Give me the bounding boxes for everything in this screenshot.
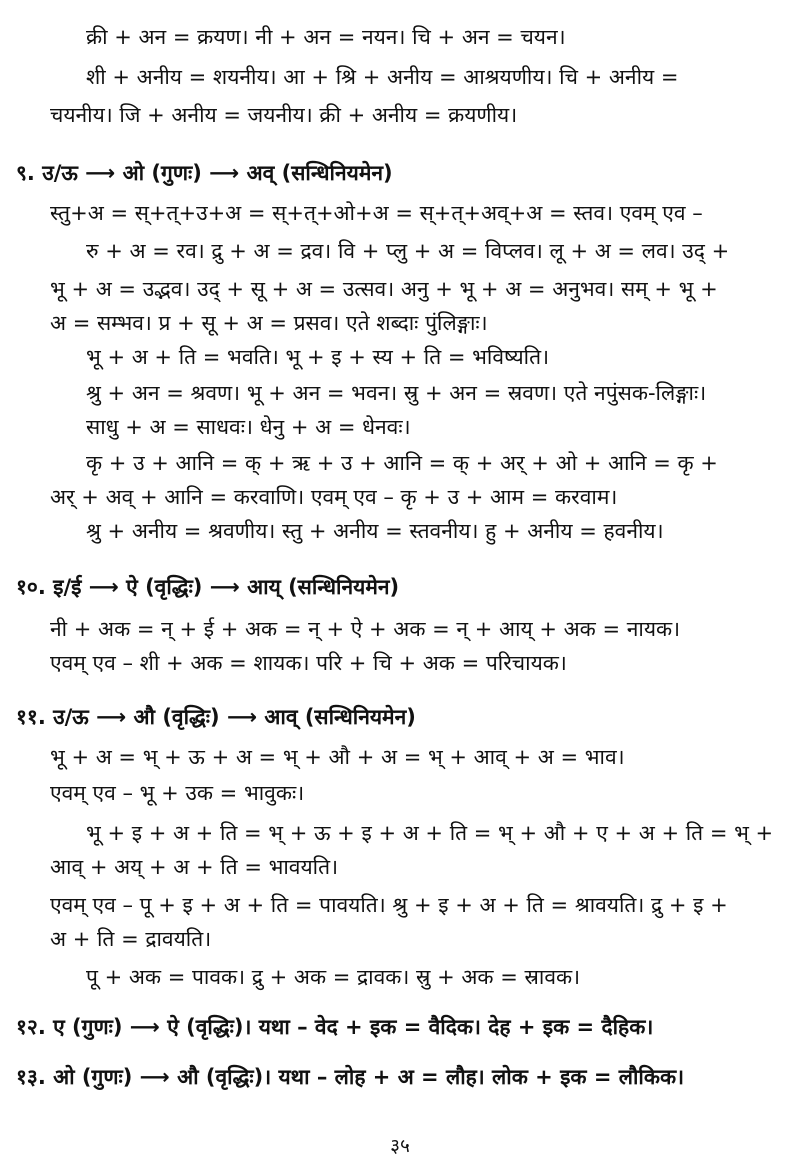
text-line: श्रु + अनीय = श्रवणीय। स्तु + अनीय = स्तवनीय। हु + अनीय = हवनीय। xyxy=(86,519,664,543)
page-number: ३५ xyxy=(390,1135,410,1157)
text-line: एवम् एव – भू + उक = भावुकः। xyxy=(50,781,305,805)
text-line: एवम् एव – शी + अक = शायक। परि + चि + अक = परिचायक। xyxy=(50,651,567,675)
text-line: चयनीय। जि + अनीय = जयनीय। क्री + अनीय = क्रयणीय। xyxy=(50,103,518,127)
section-heading-12: १२. ए (गुणः) ⟶ ऐ (वृद्धिः)। यथा – वेद + इक = वैदिक। देह + इक = दैहिक। xyxy=(16,1015,654,1039)
text-line: नी + अक = न् + ई + अक = न् + ऐ + अक = न् + आय् + अक = नायक। xyxy=(50,617,681,641)
section-heading-9: ९. उ/ऊ ⟶ ओ (गुणः) ⟶ अव् (सन्धिनियमेन) xyxy=(16,161,393,185)
text-line: अ + ति = द्रावयति। xyxy=(50,927,212,951)
text-line: साधु + अ = साधवः। धेनु + अ = धेनवः। xyxy=(86,415,411,439)
text-line: एवम् एव – पू + इ + अ + ति = पावयति। श्रु + इ + अ + ति = श्रावयति। द्रु + इ + xyxy=(50,893,728,917)
text-line: आव् + अय् + अ + ति = भावयति। xyxy=(50,855,339,879)
text-line: रु + अ = रव। द्रु + अ = द्रव। वि + प्लु + अ = विप्लव। लू + अ = लव। उद् + xyxy=(86,239,730,263)
section-heading-13: १३. ओ (गुणः) ⟶ औ (वृद्धिः)। यथा – लोह + अ = लौह। लोक + इक = लौकिक। xyxy=(16,1065,685,1089)
text-line: श्रु + अन = श्रवण। भू + अन = भवन। स्रु + अन = स्रवण। एते नपुंसक-लिङ्गाः। xyxy=(86,381,707,405)
text-line: अ = सम्भव। प्र + सू + अ = प्रसव। एते शब्दाः पुंलिङ्गाः। xyxy=(50,311,488,335)
text-line: भू + अ + ति = भवति। भू + इ + स्य + ति = भविष्यति। xyxy=(86,345,550,369)
text-line: क्री + अन = क्रयण। नी + अन = नयन। चि + अन = चयन। xyxy=(86,25,566,49)
section-heading-11: ११. उ/ऊ ⟶ औ (वृद्धिः) ⟶ आव् (सन्धिनियमेन) xyxy=(16,705,416,729)
text-line: शी + अनीय = शयनीय। आ + श्रि + अनीय = आश्रयणीय। चि + अनीय = xyxy=(86,65,679,89)
text-line: कृ + उ + आनि = क् + ऋ + उ + आनि = क् + अर् + ओ + आनि = कृ + xyxy=(86,451,718,475)
text-line: स्तु+अ = स्+त्+उ+अ = स्+त्+ओ+अ = स्+त्+अव्+अ = स्तव। एवम् एव – xyxy=(50,201,703,225)
text-line: भू + इ + अ + ति = भ् + ऊ + इ + अ + ति = भ् + औ + ए + अ + ति = भ् + xyxy=(86,821,774,845)
text-line: अर् + अव् + आनि = करवाणि। एवम् एव – कृ + उ + आम = करवाम। xyxy=(50,485,618,509)
text-line: पू + अक = पावक। द्रु + अक = द्रावक। स्रु + अक = स्रावक। xyxy=(86,965,581,989)
text-line: भू + अ = उद्भव। उद् + सू + अ = उत्सव। अनु + भू + अ = अनुभव। सम् + भू + xyxy=(50,277,718,301)
section-heading-10: १०. इ/ई ⟶ ऐ (वृद्धिः) ⟶ आय् (सन्धिनियमेन) xyxy=(16,575,400,599)
text-line: भू + अ = भ् + ऊ + अ = भ् + औ + अ = भ् + आव् + अ = भाव। xyxy=(50,745,625,769)
